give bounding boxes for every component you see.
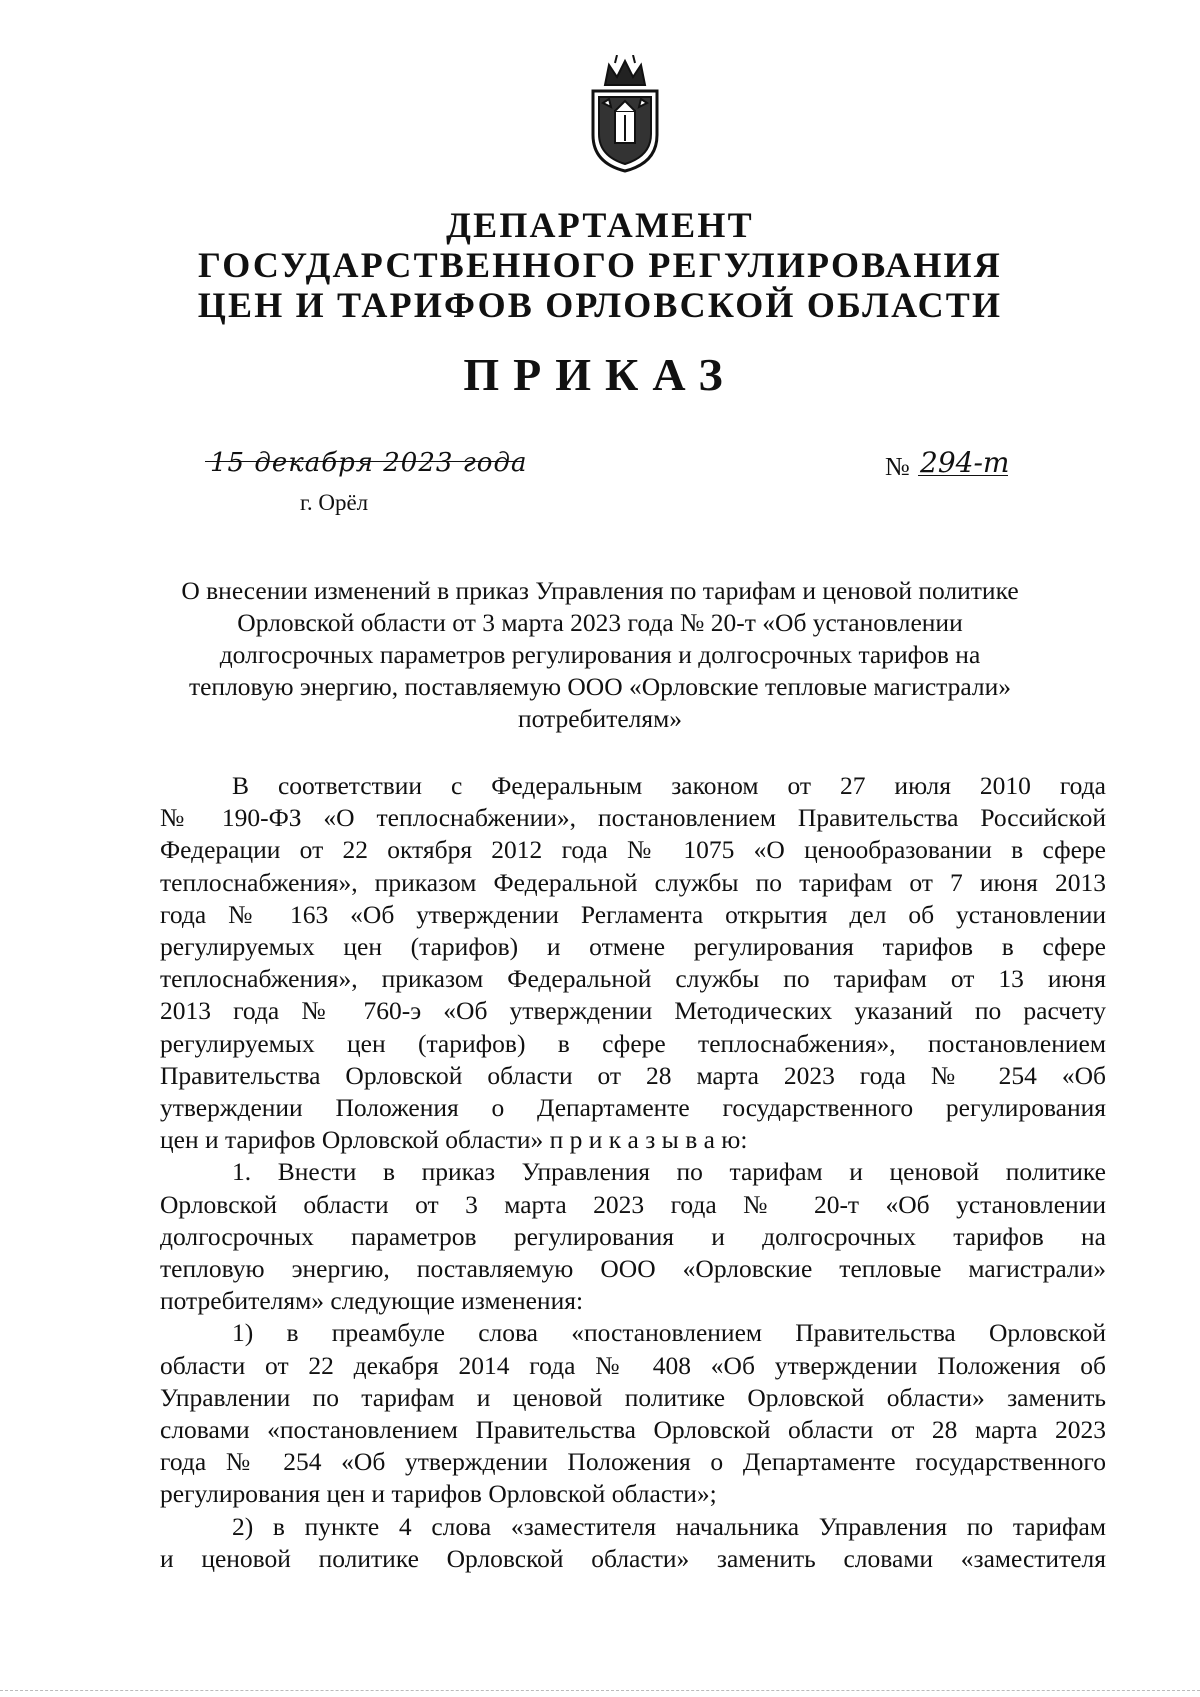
body-line: года № 163 «Об утверждении Регламента открытия дел об установлении	[160, 899, 1106, 929]
body-line: регулирования цен и тарифов Орловской области»;	[160, 1479, 717, 1509]
body-line: регулируемых цен (тарифов) в сфере теплоснабжения», постановлением	[160, 1028, 1106, 1058]
coat-of-arms-emblem	[585, 55, 665, 175]
department-line-3: ЦЕН И ТАРИФОВ ОРЛОВСКОЙ ОБЛАСТИ	[197, 285, 1003, 325]
body-line: года № 254 «Об утверждении Положения о Департаменте государственного	[160, 1447, 1106, 1477]
number-sign: №	[885, 452, 910, 481]
body-line: Орловской области от 3 марта 2023 года № 20-т «Об установлении	[160, 1189, 1106, 1219]
body-line: В соответствии с Федеральным законом от 27 июля 2010 года	[232, 771, 1106, 800]
body-line: тепловую энергию, поставляемую ООО «Орловские тепловые магистрали»	[160, 1254, 1106, 1284]
body-line: области от 22 декабря 2014 года № 408 «Об утверждении Положения об	[160, 1350, 1106, 1380]
body-line: теплоснабжения», приказом Федеральной службы по тарифам от 7 июня 2013	[160, 867, 1106, 897]
department-title	[160, 205, 1040, 325]
body-line: Правительства Орловской области от 28 марта 2023 года № 254 «Об	[160, 1060, 1106, 1090]
order-subject	[150, 575, 1050, 735]
body-line: 1) в преамбуле слова «постановлением Правительства Орловской	[232, 1318, 1106, 1348]
department-line-2: ГОСУДАРСТВЕННОГО РЕГУЛИРОВАНИЯ	[198, 245, 1002, 285]
subject-line: Орловской области от 3 марта 2023 года № 20-т «Об установлении	[237, 608, 963, 637]
body-line: 1. Внести в приказ Управления по тарифам и ценовой политике	[232, 1157, 1106, 1187]
body-line: утверждении Положения о Департаменте государственного регулирования	[160, 1093, 1106, 1123]
body-line: Управлении по тарифам и ценовой политике Орловской области» заменить	[160, 1382, 1106, 1412]
number-underline	[918, 475, 1008, 476]
body-line: № 190-ФЗ «О теплоснабжении», постановлением Правительства Российской	[160, 803, 1106, 833]
body-line: долгосрочных параметров регулирования и долгосрочных тарифов на	[160, 1221, 1106, 1251]
order-body	[160, 770, 1106, 1575]
body-line: 2) в пункте 4 слова «заместителя начальника Управления по тарифам	[232, 1511, 1106, 1541]
city-label: г. Орёл	[300, 490, 369, 515]
scan-edge-rule	[0, 1690, 1200, 1691]
body-line: и ценовой политике Орловской области» заменить словами «заместителя	[160, 1543, 1106, 1573]
date-underline	[205, 461, 523, 462]
department-line-1: ДЕПАРТАМЕНТ	[446, 205, 754, 245]
subject-line: О внесении изменений в приказ Управления по тарифам и ценовой политике	[181, 576, 1019, 605]
subject-line: потребителям»	[517, 704, 682, 733]
handwritten-order-number: 294-т	[920, 446, 1010, 479]
body-line: цен и тарифов Орловской области» п р и к а з ы в а ю:	[160, 1125, 748, 1155]
body-line: 2013 года № 760-э «Об утверждении Методических указаний по расчету	[160, 996, 1106, 1026]
handwritten-date: 15 декабря 2023 года	[210, 448, 528, 478]
body-line: теплоснабжения», приказом Федеральной службы по тарифам от 13 июня	[160, 964, 1106, 994]
body-line: словами «постановлением Правительства Орловской области от 28 марта 2023	[160, 1415, 1106, 1445]
subject-line: тепловую энергию, поставляемую ООО «Орловские тепловые магистрали»	[188, 672, 1012, 701]
subject-line: долгосрочных параметров регулирования и долгосрочных тарифов на	[219, 640, 981, 669]
body-line: потребителям» следующие изменения:	[160, 1286, 584, 1316]
body-line: регулируемых цен (тарифов) и отмене регулирования тарифов в сфере	[160, 932, 1106, 962]
document-type-title: ПРИКАЗ	[463, 349, 737, 400]
body-line: Федерации от 22 октября 2012 года № 1075 «О ценообразовании в сфере	[160, 835, 1106, 865]
